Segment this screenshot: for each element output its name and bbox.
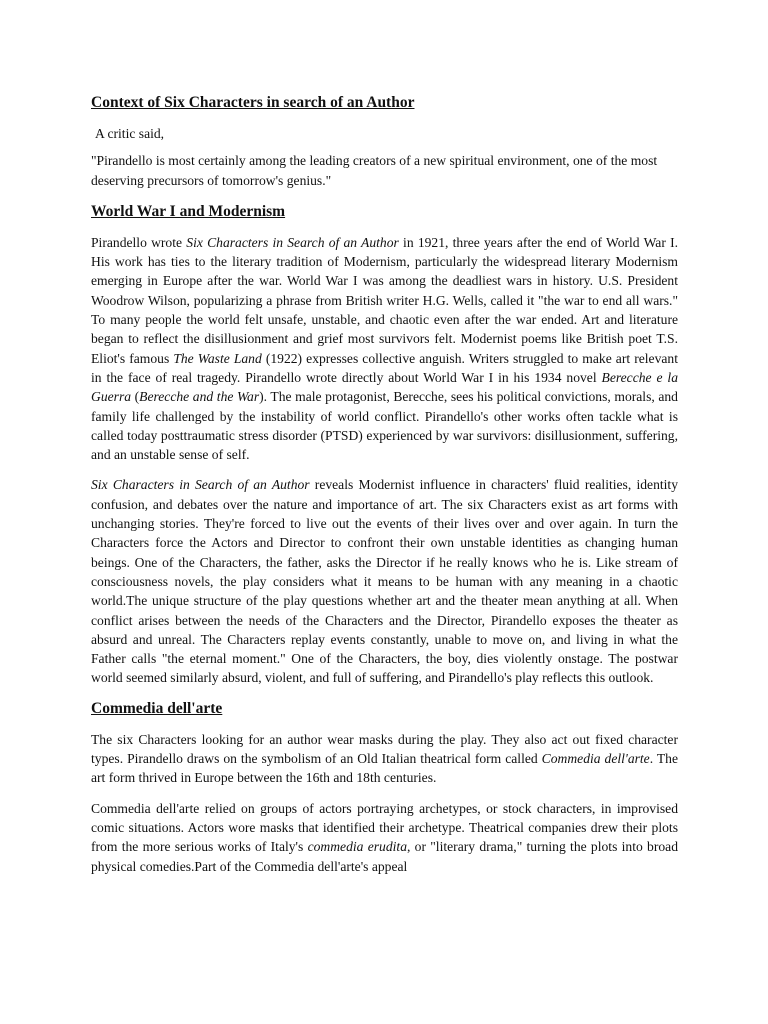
text-run: (1922) expresses collective anguish. Writers struggled to make art relevant in the face of real tragedy. Pirandello wrote directly about World War I in his 1934 novel [91,350,678,385]
italic-title-run: commedia erudita [307,839,407,855]
critic-quote: "Pirandello is most certainly among the leading creators of a new spiritual environment, one of the most deserving precursors of tomorrow's genius." [91,153,658,188]
italic-title-run: Commedia dell'arte [541,751,650,767]
document-title: Context of Six Characters in search of an Author [91,94,415,111]
paragraph-ww1-1 [91,233,678,465]
italic-title-run: Six Characters in Search of an Author [186,234,399,250]
text-run: Pirandello wrote [91,234,187,250]
section-heading-commedia: Commedia dell'arte [91,699,223,717]
section-heading-ww1: World War I and Modernism [91,202,286,220]
text-run: Commedia dell'arte relied on groups of actors portraying archetypes, or stock characters, in improvised comic situations. Actors wore masks that identified their archetype. Theatrical companies drew their plots from the more serious works of Italy's [91,800,678,855]
paragraph-commedia-2 [91,799,678,876]
text-run: . The art form thrived in Europe between the 16th and 18th centuries. [91,751,678,786]
italic-title-run: Berecche and the War [139,389,260,405]
text-run: The six Characters looking for an author wear masks during the play. They also act out fixed character types. Pirandello draws on the symbolism of an Old Italian theatrical form called [91,731,678,767]
text-run: ( [131,389,140,405]
paragraph-ww1-2 [91,475,678,687]
intro-text: A critic said, [95,126,165,141]
italic-title-run: Six Characters in Search of an Author [91,477,310,493]
italic-title-run: The Waste Land [173,350,262,366]
italic-title-run: Berecche e la Guerra [91,369,678,405]
text-run: , or "literary drama," turning the plots into broad physical comedies.Part of the Commedia dell'arte's appeal [91,839,679,874]
text-run: ). The male protagonist, Berecche, sees his political convictions, morals, and family life challenged by the instability of world conflict. Pirandello's other works often tackle what is called today posttraumatic stress disorder (PTSD) experienced by war survivors: disillusionment, suffering, and an unstable sense of self. [91,389,678,463]
text-run: reveals Modernist influence in characters' fluid realities, identity confusion, and debates over the nature and importance of art. The six Characters exist as art forms with unchanging stories. They're forced to live out the events of their lives over and over again. In turn the Characters force the Actors and Director to confront their own unstable identities as changing human beings. One of the Characters, the father, asks the Director if he really knows who he is. Like stream of consciousness novels, the play considers what it means to be human with any meaning in a chaotic world.The unique structure of the play questions whether art and the theater mean anything at all. When conflict arises between the needs of the Characters and the Director, Pirandello exposes the theater as absurd and unreal. The Characters replay events constantly, unable to move on, and living in what the Father calls "the eternal moment." One of the Characters, the boy, dies violently onstage. The postwar world seemed similarly absurd, violent, and full of suffering, and Pirandello's play reflects this outlook. [91,477,678,686]
text-run: in 1921, three years after the end of World War I. His work has ties to the literary tradition of Modernism, particularly the widespread literary Modernism emerging in Europe after the war. World War I was among the deadliest wars in history. U.S. President Woodrow Wilson, popularizing a phrase from British writer H.G. Wells, called it "the war to end all wars." To many people the world felt unsafe, unstable, and chaotic even after the war ended. Art and literature began to reflect the disillusionment and grief most survivors felt. Modernist poems like British poet T.S. Eliot's famous [91,234,679,366]
paragraph-commedia-1 [91,730,678,788]
document-page [91,93,678,887]
